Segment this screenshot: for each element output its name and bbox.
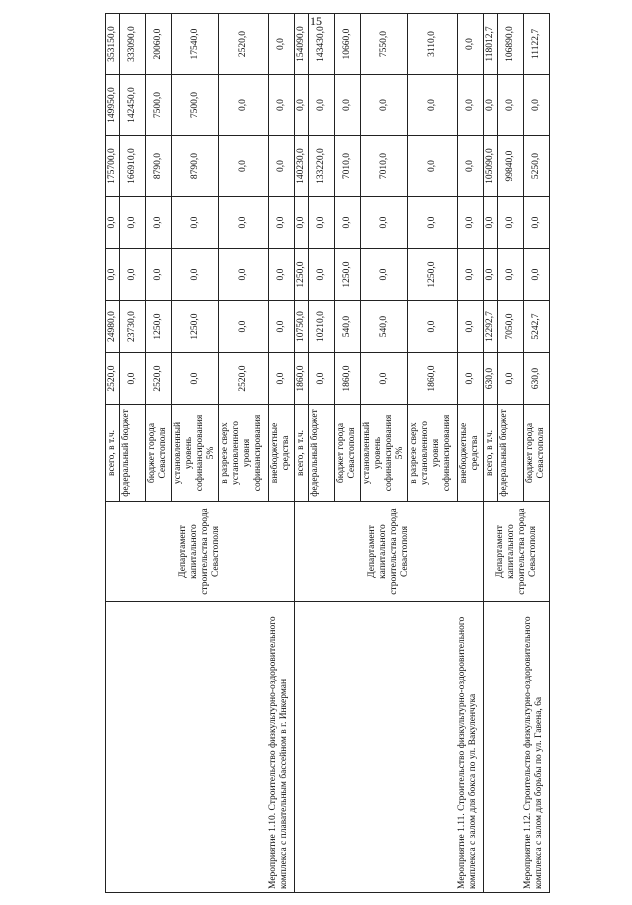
value-cell: 0,0 (458, 197, 484, 249)
page-number: 15 (310, 14, 322, 28)
value-cell: 0,0 (269, 353, 295, 405)
value-cell: 5250,0 (524, 136, 550, 197)
funding-source-cell: федеральный бюджет (120, 405, 146, 502)
value-cell: 7010,0 (335, 136, 361, 197)
value-cell: 0,0 (269, 197, 295, 249)
value-cell: 142450,0 (120, 75, 146, 136)
value-cell: 630,0 (524, 353, 550, 405)
funding-source-cell: бюджет города Севастополя (524, 405, 550, 502)
value-cell: 0,0 (146, 249, 172, 301)
value-cell: 154090,0 (295, 14, 309, 75)
department-cell: Департамент капитального строительства города Севастополя (295, 502, 484, 602)
value-cell: 0,0 (498, 75, 524, 136)
value-cell: 1860,0 (295, 353, 309, 405)
funding-source-cell: бюджет города Севастополя (146, 405, 172, 502)
value-cell: 0,0 (498, 353, 524, 405)
table-row (106, 14, 120, 893)
value-cell: 10210,0 (309, 301, 335, 353)
value-cell: 0,0 (408, 136, 458, 197)
value-cell: 0,0 (408, 75, 458, 136)
value-cell: 10660,0 (335, 14, 361, 75)
value-cell: 0,0 (408, 301, 458, 353)
funding-source-cell: установленный уровень софинансирования 5% (361, 405, 408, 502)
value-cell: 99840,0 (498, 136, 524, 197)
value-cell: 118012,7 (484, 14, 498, 75)
value-cell: 11122,7 (524, 14, 550, 75)
value-cell: 10750,0 (295, 301, 309, 353)
value-cell: 0,0 (484, 249, 498, 301)
value-cell: 0,0 (106, 197, 120, 249)
rotated-table-container (105, 26, 546, 893)
value-cell: 0,0 (172, 249, 219, 301)
value-cell: 0,0 (309, 197, 335, 249)
value-cell: 0,0 (269, 136, 295, 197)
value-cell: 0,0 (458, 136, 484, 197)
value-cell: 0,0 (408, 197, 458, 249)
value-cell: 7010,0 (361, 136, 408, 197)
value-cell: 0,0 (458, 14, 484, 75)
value-cell: 0,0 (219, 249, 269, 301)
budget-table (105, 13, 550, 893)
value-cell: 0,0 (172, 353, 219, 405)
value-cell: 0,0 (219, 301, 269, 353)
value-cell: 0,0 (219, 75, 269, 136)
event-cell: Мероприятие 1.11. Строительство физкультурно-оздоровительного комплекса с залом для бокса по ул. Вакуленчука (295, 602, 484, 893)
funding-source-cell: внебюджетные средства (458, 405, 484, 502)
value-cell: 8790,0 (146, 136, 172, 197)
value-cell: 2520,0 (219, 353, 269, 405)
value-cell: 0,0 (335, 197, 361, 249)
value-cell: 0,0 (295, 197, 309, 249)
value-cell: 0,0 (524, 197, 550, 249)
funding-source-cell: всего, в т.ч. (106, 405, 120, 502)
value-cell: 8790,0 (172, 136, 219, 197)
funding-source-cell: федеральный бюджет (309, 405, 335, 502)
value-cell: 0,0 (295, 75, 309, 136)
funding-source-cell: бюджет города Севастополя (335, 405, 361, 502)
value-cell: 1250,0 (335, 249, 361, 301)
funding-source-cell: установленный уровень софинансирования 5% (172, 405, 219, 502)
value-cell: 0,0 (269, 249, 295, 301)
funding-source-cell: в разрезе сверх установленного уровня софинансирования (219, 405, 269, 502)
value-cell: 140230,0 (295, 136, 309, 197)
value-cell: 0,0 (498, 249, 524, 301)
value-cell: 7550,0 (361, 14, 408, 75)
value-cell: 0,0 (458, 249, 484, 301)
value-cell: 0,0 (219, 136, 269, 197)
value-cell: 0,0 (219, 197, 269, 249)
value-cell: 0,0 (361, 197, 408, 249)
table-row (295, 14, 309, 893)
value-cell: 0,0 (498, 197, 524, 249)
value-cell: 0,0 (458, 75, 484, 136)
value-cell: 0,0 (458, 301, 484, 353)
value-cell: 0,0 (120, 353, 146, 405)
value-cell: 0,0 (146, 197, 172, 249)
value-cell: 0,0 (309, 75, 335, 136)
value-cell: 17540,0 (172, 14, 219, 75)
value-cell: 175700,0 (106, 136, 120, 197)
value-cell: 5242,7 (524, 301, 550, 353)
value-cell: 7050,0 (498, 301, 524, 353)
value-cell: 105090,0 (484, 136, 498, 197)
budget-table-body (106, 14, 550, 893)
value-cell: 20060,0 (146, 14, 172, 75)
value-cell: 23730,0 (120, 301, 146, 353)
value-cell: 0,0 (309, 353, 335, 405)
value-cell: 0,0 (524, 249, 550, 301)
value-cell: 0,0 (361, 75, 408, 136)
value-cell: 12292,7 (484, 301, 498, 353)
value-cell: 1860,0 (408, 353, 458, 405)
department-cell: Департамент капитального строительства города Севастополя (106, 502, 295, 602)
value-cell: 0,0 (269, 75, 295, 136)
value-cell: 106890,0 (498, 14, 524, 75)
value-cell: 0,0 (484, 197, 498, 249)
funding-source-cell: федеральный бюджет (498, 405, 524, 502)
funding-source-cell: всего, в т.ч. (484, 405, 498, 502)
funding-source-cell: всего, в т.ч. (295, 405, 309, 502)
value-cell: 0,0 (269, 14, 295, 75)
funding-source-cell: внебюджетные средства (269, 405, 295, 502)
value-cell: 24980,0 (106, 301, 120, 353)
value-cell: 149950,0 (106, 75, 120, 136)
event-cell: Мероприятие 1.12. Строительство физкультурно-оздоровительного комплекса с залом для борьбы по ул. Гавена, 6а (484, 602, 550, 893)
value-cell: 0,0 (524, 75, 550, 136)
value-cell: 333090,0 (120, 14, 146, 75)
value-cell: 2520,0 (146, 353, 172, 405)
value-cell: 0,0 (120, 197, 146, 249)
value-cell: 0,0 (269, 301, 295, 353)
value-cell: 0,0 (361, 249, 408, 301)
value-cell: 1860,0 (335, 353, 361, 405)
value-cell: 133220,0 (309, 136, 335, 197)
value-cell: 1250,0 (172, 301, 219, 353)
value-cell: 0,0 (335, 75, 361, 136)
budget-table-wrapper (105, 26, 546, 893)
value-cell: 0,0 (484, 75, 498, 136)
value-cell: 7500,0 (172, 75, 219, 136)
table-row (484, 14, 498, 893)
value-cell: 0,0 (120, 249, 146, 301)
value-cell: 1250,0 (408, 249, 458, 301)
value-cell: 166910,0 (120, 136, 146, 197)
value-cell: 630,0 (484, 353, 498, 405)
value-cell: 1250,0 (295, 249, 309, 301)
value-cell: 2520,0 (106, 353, 120, 405)
department-cell: Департамент капитального строительства города Севастополя (484, 502, 550, 602)
value-cell: 0,0 (458, 353, 484, 405)
value-cell: 0,0 (106, 249, 120, 301)
value-cell: 540,0 (361, 301, 408, 353)
value-cell: 2520,0 (219, 14, 269, 75)
value-cell: 3110,0 (408, 14, 458, 75)
funding-source-cell: в разрезе сверх установленного уровня софинансирования (408, 405, 458, 502)
value-cell: 1250,0 (146, 301, 172, 353)
value-cell: 0,0 (172, 197, 219, 249)
value-cell: 143430,0 (309, 14, 335, 75)
value-cell: 0,0 (361, 353, 408, 405)
value-cell: 0,0 (309, 249, 335, 301)
value-cell: 540,0 (335, 301, 361, 353)
value-cell: 353150,0 (106, 14, 120, 75)
event-cell: Мероприятие 1.10. Строительство физкультурно-оздоровительного комплекса с плавательным бассейном в г. Инкерман (106, 602, 295, 893)
value-cell: 7500,0 (146, 75, 172, 136)
